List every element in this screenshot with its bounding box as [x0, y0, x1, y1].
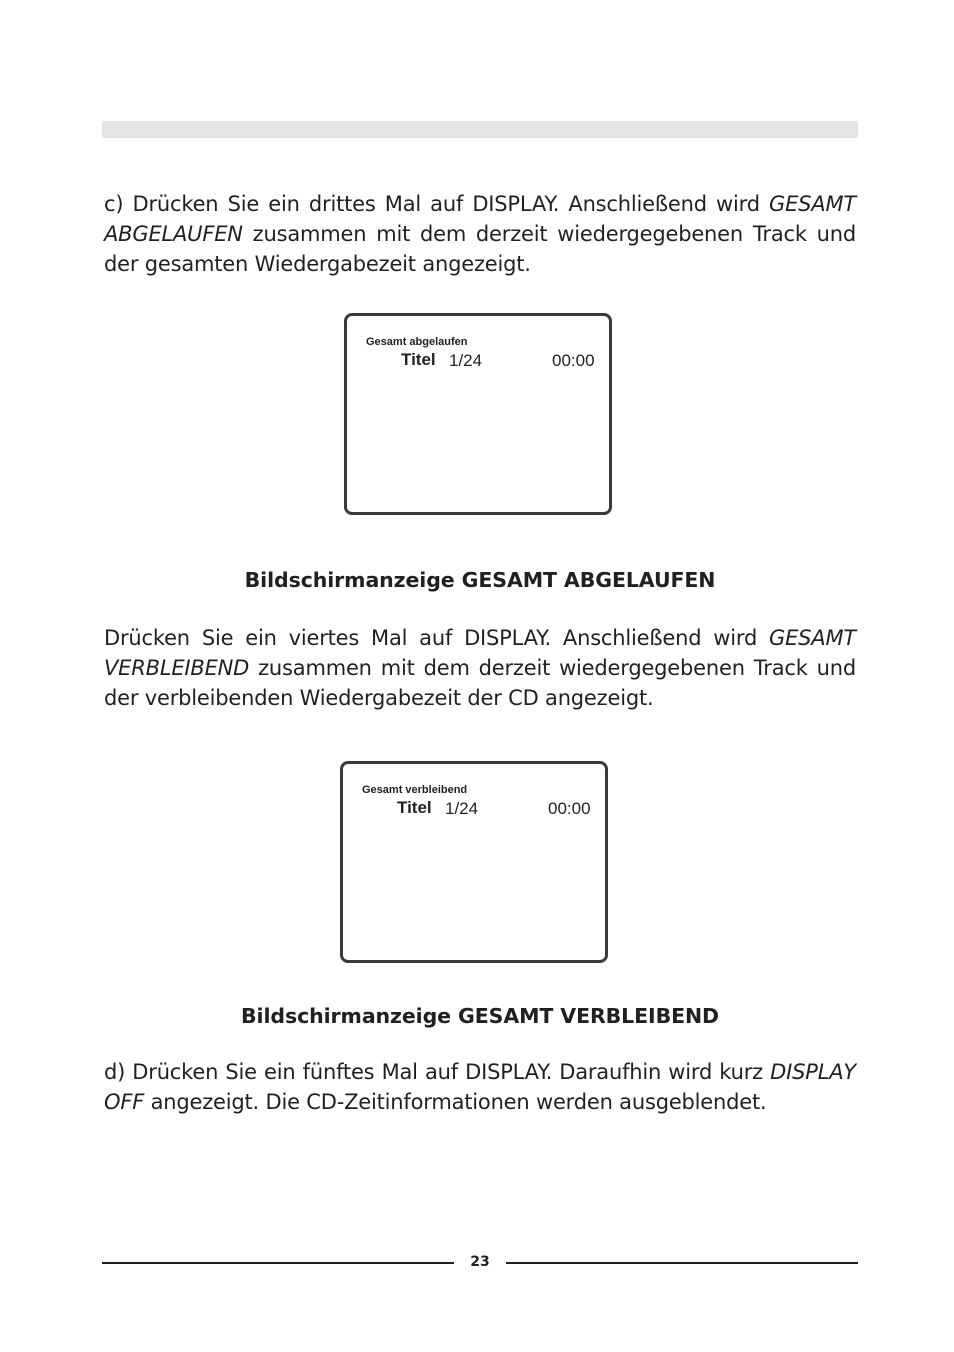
screen-track-value: 1/24: [449, 351, 483, 370]
step-c-italic: GESAMT ABGELAUFEN: [104, 192, 856, 246]
step-4-text-1: Drücken Sie ein viertes Mal auf DISPLAY. Anschließend wird: [104, 626, 770, 650]
caption-gesamt-abgelaufen: Bildschirmanzeige GESAMT ABGELAUFEN: [244, 568, 716, 592]
step-c-paragraph: [104, 189, 856, 279]
step-4-paragraph: [104, 623, 856, 713]
step-c-text-2: zusammen mit dem derzeit wiedergegebenen Track und der gesamten Wiedergabezeit angezeigt.: [104, 222, 856, 276]
step-d-text-2: angezeigt. Die CD-Zeitinformationen werden ausgeblendet.: [144, 1090, 767, 1114]
screen-mode-label: Gesamt abgelaufen: [366, 336, 468, 348]
screen-gesamt-abgelaufen: [344, 313, 612, 515]
step-d-paragraph: [104, 1057, 856, 1117]
step-4-text-2: zusammen mit dem derzeit wiedergegebenen Track und der verbleibenden Wiedergabezeit der CD angezeigt.: [104, 656, 856, 710]
step-c-text-1: c) Drücken Sie ein drittes Mal auf DISPLAY. Anschließend wird: [104, 192, 770, 216]
caption-gesamt-verbleibend: Bildschirmanzeige GESAMT VERBLEIBEND: [241, 1004, 719, 1028]
screen-time-value: 00:00: [552, 351, 595, 370]
footer-rule-left: [102, 1262, 454, 1264]
footer-rule-right: [506, 1262, 858, 1264]
page-number: 23: [470, 1254, 490, 1270]
header-bar: [102, 121, 858, 138]
step-d-italic: DISPLAY OFF: [104, 1060, 856, 1114]
step-4-italic: GESAMT VERBLEIBEND: [104, 626, 856, 680]
step-d-text-1: d) Drücken Sie ein fünftes Mal auf DISPLAY. Daraufhin wird kurz: [104, 1060, 771, 1084]
screen-gesamt-verbleibend: [340, 761, 608, 963]
screen-title-label: Titel: [397, 798, 432, 817]
screen-track-value: 1/24: [445, 799, 479, 818]
screen-mode-label: Gesamt verbleibend: [362, 784, 468, 796]
screen-title-label: Titel: [401, 350, 436, 369]
screen-time-value: 00:00: [548, 799, 591, 818]
